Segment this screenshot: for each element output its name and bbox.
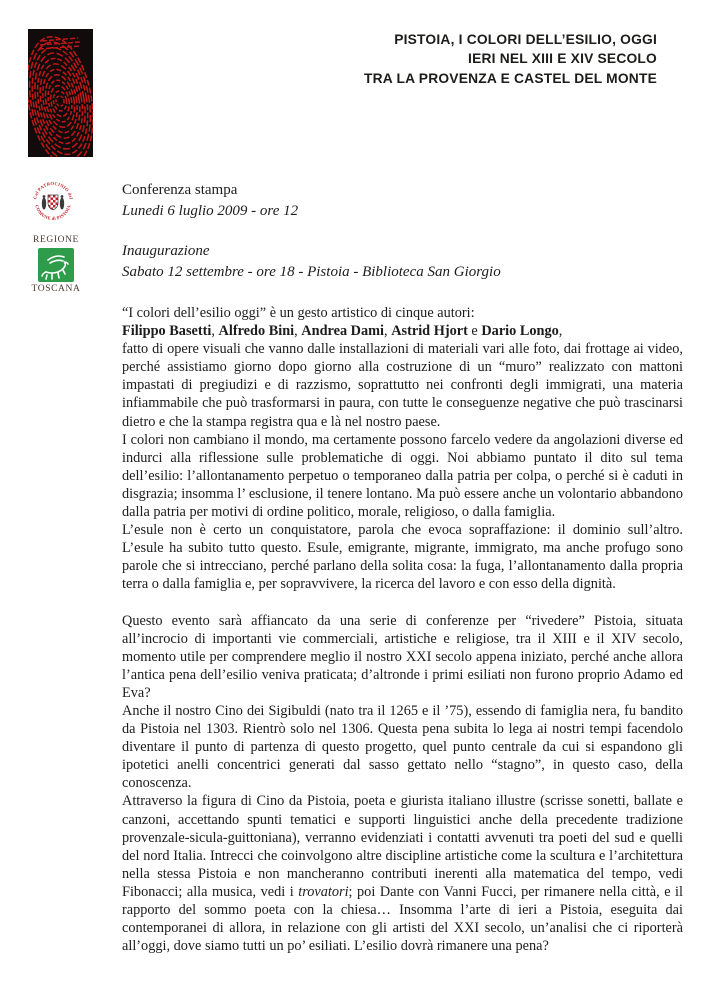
text-segment: trovatori — [298, 883, 349, 900]
text-segment: , — [384, 323, 392, 340]
text-segment: Astrid Hjort — [391, 323, 468, 340]
inauguration-block — [122, 241, 501, 282]
text-segment: Andrea Dami — [301, 323, 385, 340]
text-segment: Filippo Basetti — [122, 323, 212, 340]
regione-label: REGIONE — [33, 235, 79, 245]
text-segment: Anche il nostro Cino dei Sigibuldi (nato tra il 1265 e il ’75), essendo di famiglia nera, fu bandito da Pistoia nel 1303. Rientrò solo nel 1306. Questa pena subita lo lega ai nostri tempi facendolo diventare il punto di partenza di questo progetto, quel punto centrale da cui si espandono gli ipotetici anelli concentrici generati dal sasso gettato nello “stagno”, in questo caso, della conoscenza. — [122, 702, 683, 792]
body-paragraph — [122, 792, 683, 955]
text-segment: ; poi Dante con Vanni Fucci, per rimanere nella città, e il rapporto del sommo poeta con la chiesa… Insomma l’arte di ieri a Pistoia, eseguita dai contemporanei di allora, in relazione con gli artisti del XXI secolo, un’analisi che ci riporterà all’oggi, dove siamo tutti un po’ esiliati. L’esilio dovrà rimanere una pena? — [122, 883, 683, 955]
text-segment: Alfredo Bini — [218, 323, 295, 340]
seal-arc-top-text: Col PATROCINIO del — [32, 180, 74, 200]
inauguration-date: Sabato 12 settembre - ore 18 - Pistoia - Biblioteca San Giorgio — [122, 263, 501, 280]
text-segment: L’esule non è certo un conquistatore, parola che evoca sopraffazione: il dominio sull’altro. L’esule ha subito tutto questo. Esule, emigrante, migrante, immigrato, ma anche profugo sono parole che si intrecciano, perché parlano della solita cosa: la fuga, l’allontanamento dalla propria terra o dalla famiglia e, per sopravvivere, la ricerca del lavoro e con esso della dignità. — [122, 522, 683, 593]
toscana-label: TOSCANA — [31, 284, 81, 294]
patrocinio-seal-icon — [31, 179, 75, 229]
body-paragraph — [122, 431, 683, 521]
body-paragraph — [122, 521, 683, 593]
text-segment: , — [558, 323, 563, 340]
body-paragraph — [122, 322, 683, 340]
title-line-3: TRA LA PROVENZA E CASTEL DEL MONTE — [364, 70, 657, 86]
text-segment: “I colori dell’esilio oggi” è un gesto artistico di cinque autori: — [122, 305, 475, 321]
body-paragraph — [122, 304, 683, 322]
seal-arc-bottom-text: COMUNE di PISTOIA — [34, 204, 72, 222]
text-segment: I colori non cambiano il mondo, ma certamente possono farcelo vedere da angolazioni diverse ed indurci alla riflessione sulle problematiche di oggi. Noi abbiamo puntato il dito sul tema dell’esilio: l’allontanamento perpetuo o temporaneo dalla patria per colpa, o perché si è caduti in disgrazia; insomma l’ esclusione, il tenere lontano. Ma può essere anche un volontario abbandono dalla patria per motivi di ordine politico, morale, religioso, o dalla famiglia. — [122, 431, 683, 521]
text-segment: , — [294, 323, 302, 340]
body-paragraph — [122, 612, 683, 702]
text-segment: Attraverso la figura di Cino da Pistoia, poeta e giurista italiano illustre (scrisse sonetti, ballate e canzoni, accettando spunti tematici e supporti linguistici anche della precedente tradizione provenzale-sicula-guittoniana), verranno evidenziati i contatti avvenuti tra poeti del sud e quelli del nord Italia. Intrecci che coinvolgono altre discipline artistiche come la scultura e l’architettura nella stessa Pistoia e non mancheranno contributi inerenti alla matematica del tempo, vedi Fibonacci; alla musica, vedi i — [122, 793, 683, 900]
body-paragraph — [122, 340, 683, 430]
title-line-1: PISTOIA, I COLORI DELL’ESILIO, OGGI — [394, 32, 657, 47]
press-conference-date: Lunedi 6 luglio 2009 - ore 12 — [122, 202, 299, 219]
text-segment: Dario Longo — [481, 323, 559, 340]
text-segment: , — [211, 323, 219, 340]
regione-toscana-logo — [27, 235, 85, 295]
text-segment: fatto di opere visuali che vanno dalle installazioni di materiali vari alle foto, dai frottage ai video, perché assistiamo giorno dopo giorno alla costruzione di un “muro” realizzato con mattoni impastati di pregiudizi e di razzismo, soprattutto nei confronti degli immigrati, una materia infiammabile che può trasformarsi in paura, con tutte le conseguenze negative che può trascinarsi dietro e che la stampa registra qua e là nel nostro paese. — [122, 341, 683, 430]
body-text — [122, 304, 683, 955]
fingerprint-icon — [28, 29, 93, 157]
fingerprint-image — [28, 29, 93, 157]
title-line-2: IERI NEL XIII E XIV SECOLO — [468, 51, 657, 67]
text-segment: e — [467, 323, 482, 340]
checkered-shield-icon — [48, 195, 58, 210]
inauguration-label: Inaugurazione — [122, 243, 210, 259]
press-conference-block — [122, 180, 298, 221]
document-title — [364, 30, 657, 88]
text-segment: Questo evento sarà affiancato da una serie di conferenze per “rivedere” Pistoia, situata all’incrocio di importanti vie commerciali, artistiche e religiose, tra il XIII e il XIV secolo, momento utile per comprendere meglio il nostro XXI secolo appena iniziato, perché anche allora l’antica pena dell’esilio veniva praticata; d’altronde i primi esiliati non furono proprio Adamo ed Eva? — [122, 612, 683, 701]
pegasus-icon — [38, 248, 74, 282]
press-conference-label: Conferenza stampa — [122, 182, 238, 198]
body-paragraph — [122, 702, 683, 792]
comune-pistoia-patrocinio-logo — [31, 179, 75, 229]
